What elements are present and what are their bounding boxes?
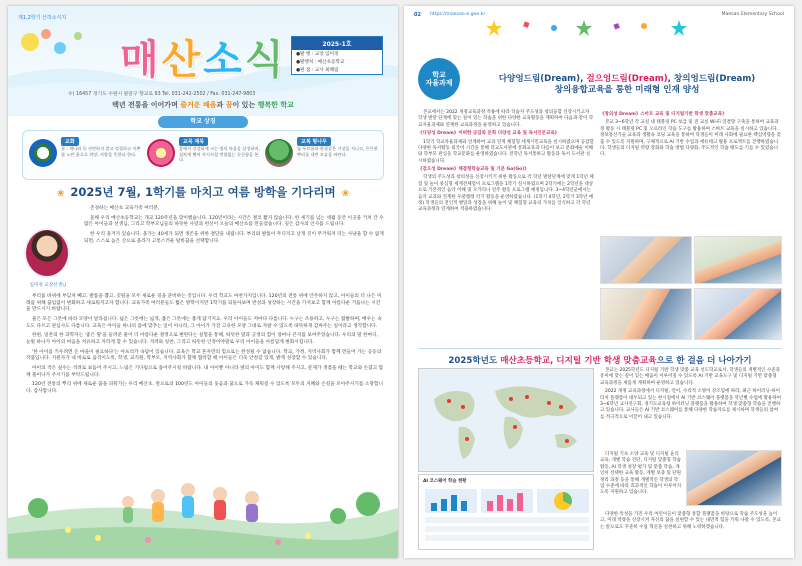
paragraph: 본교는 2025학년도 디지털 기반 학생 맞춤 교육 선도학교로서, 학생들의 개별적인 수준과 흥미에 맞는 깊이 있는 배움이 이루어질 수 있도록 AI 기반 교육도구 및 디지털 기반 맞춤형 교육과정을 새롭게 계획하여 운영하고 있습니다. bbox=[600, 368, 780, 386]
school-badge-icon bbox=[29, 139, 57, 167]
principal-caption: 임미경 교장선생님 bbox=[29, 283, 67, 288]
tree-icon bbox=[265, 139, 293, 167]
paragraph: 디지털 기초 소양 교육 및 디지털 윤리 교육, 개별 학습 진단, 디지털 맞춤형 학습 활동, AI 학생 성장 평가 및 맞춤 학습, 개인이 선택한 교육 활동, 개별 보충 및 단원 정리 과정 등을 통해 개별적인 학생의 학업 수준에 따라 효과적인 학습이 이루어지도록 지원하고 있습니다. bbox=[600, 452, 682, 496]
slogan-part-b: 즐거운 배움 bbox=[180, 101, 217, 109]
section2-text-top bbox=[600, 368, 782, 423]
left-column bbox=[418, 110, 594, 216]
emblem-school-tree bbox=[265, 137, 381, 177]
classroom-photo bbox=[694, 288, 782, 340]
paragraph: 120년 전통의 뿌리 위에 새로운 꿈을 피워가는 우리 매산초. 앞으로의 100년도 아이들의 웃음과 꿈으로 가득 채워질 수 있도록 모두의 지혜와 손길을 모아주시기를 소망합니다. 감사합니다. bbox=[26, 382, 384, 395]
title-char-3: 소 bbox=[203, 37, 245, 83]
slogan-part-f: 행복한 학교 bbox=[257, 101, 294, 109]
classroom-photo bbox=[600, 288, 692, 340]
editor-row: ●편 집 : 교사 최혜림 bbox=[296, 68, 339, 73]
school-website-url: https://maesan-e.goe.kr bbox=[430, 12, 486, 17]
issuer-row: ●발행처 : 매산초등학교 bbox=[296, 60, 345, 65]
section2-title bbox=[414, 354, 786, 366]
paragraph: 2022 개정 교육과정에서 디지털, 언어, 수리적 소양이 강조됨에 따라, 최근 하이러닝·하이티처 플랫폼이 대두되고 있는 현시점에서 AI 기반 코스웨어 플랫폼을 학년별 수업에 활용하여 3~6학년 교사연구회, 경기도교육청 하이러닝 플랫폼을 활용하여 학생 맞춤형 학습을 진행하고 있습니다. 교사들은 AI 기반 코스웨어를 통해 다양한 학습자료를 제시하며 학생들의 참여를 적극적으로 이끌어 내고 있습니다. bbox=[600, 389, 781, 420]
letter-intro bbox=[84, 206, 384, 248]
section2-title-c: 으로 한 걸음 더 나아가기 bbox=[656, 356, 752, 366]
title-part-c: , 창의엉드림(Dream) bbox=[667, 74, 756, 84]
section-divider bbox=[418, 348, 782, 349]
issue-info-box bbox=[291, 36, 383, 75]
section2-text-mid bbox=[600, 452, 682, 499]
badge-line-1: 학교 bbox=[432, 70, 446, 79]
confetti-decoration bbox=[484, 18, 714, 38]
world-map-icon bbox=[419, 369, 594, 472]
emblem-label: 교목 재목 bbox=[179, 137, 208, 146]
section2-text-bottom bbox=[600, 512, 782, 533]
flower-icon bbox=[147, 139, 175, 167]
principal-photo bbox=[24, 228, 70, 278]
classroom-photo bbox=[600, 236, 692, 284]
emblem-school-flower bbox=[147, 137, 263, 177]
slogan-part-e: 이 있는 bbox=[232, 101, 258, 109]
dashboard-graphic bbox=[419, 475, 594, 550]
children-illustration bbox=[8, 438, 398, 558]
paragraph: 한편, 일본의 한 과학자는 '좋은 말'을 들려준 물이 더 아름다운 결정으로 변한다는 실험을 통해, 따뜻한 말과 긍정의 힘이 얼마나 큰지를 보여주었습니다. 우리의 말 한마디, 눈빛 하나가 아이의 마음을 치유하고 자라게 할 수 있습니다. 격려와 칭찬, 그리고 따뜻한 인정이야말로 우리 아이들을 아름답게 변화시킵니다. bbox=[26, 333, 379, 346]
emblem-description: 몸에서 건강하게 크는 정의 마음을 상징하며, 힘차게 뻗어 사시사철 변함없는 꿋꿋함을 본다. bbox=[179, 146, 260, 163]
emblem-school-badge bbox=[29, 137, 145, 177]
title-char-2: 산 bbox=[161, 37, 204, 83]
title-char-1: 매 bbox=[120, 37, 162, 83]
paragraph: 한 우리 올겨가 있습니다. 올가는 40세가 되면 생존을 위한 결단을 내립니다. 부리와 발톱이 무디지고 날개 깃이 무거워져 더는 사냥을 할 수 없게 되면, 스스로 높은 산으로 올라가 고통스러운 탈바꿈을 선택합니다. bbox=[84, 232, 384, 244]
subheading: 《걸으성 Dream》해결형학습교육 및 기본 Go(Go)》 bbox=[418, 167, 529, 172]
paragraph: 부리를 바위에 부딪쳐 빼고, 발톱을 뽑고, 깃털을 모두 새로운 길을 준비하는 것입니다. 우리 학교도 마찬가지입니다. 120년의 전통 위에 안주하지 않고, 아이들의 더 나은 미래를 위해 끊임없이 변화하고 새로워지고자 합니다. 교육가족 여러분들도 짧은 방학이지만 1학기를 되돌아보며 반성과 성장하는 시간을 가져보고 함께 아름다운 거듭나는 시간을 만드시기 바랍니다. bbox=[26, 294, 382, 313]
subheading: 《다양성 Dream》어떠한 공감와 문화 다양성 교육 및 독서인문교육》 bbox=[418, 131, 560, 137]
emblem-description: 꽃 : 개나리 등 산만하지 않고 정결하고 이쁜 꽃 노란 꽃으로 희망, 사랑을 뜻한다 한다. bbox=[61, 146, 141, 157]
emblem-description: 늘 푸르름과 한결같은 기상을 지니고, 튼튼한 뿌리를 내린 모습을 바란다. bbox=[297, 146, 378, 157]
publisher-row: ●발 행 : 교장 임미경 bbox=[296, 52, 339, 57]
classroom-photo bbox=[694, 236, 782, 284]
right-column bbox=[600, 110, 782, 161]
newsletter-title bbox=[120, 28, 287, 85]
subheading: 《창의성 Dream》스마트 교육 및 디지털기반 학생 맞춤교육》 bbox=[600, 112, 727, 117]
title-part-a: 다양엉드림(Dream), bbox=[498, 74, 587, 84]
masthead bbox=[8, 6, 398, 116]
paragraph: 본교 3~6학년 각 교실 내 태블릿 PC 보급 및 전 교실 Wi-Fi 연결망 구축을 통하여 교육과정 활동 시 태블릿 PC 및 오프라인 학습 도구를 활용하며 스마트 교육을 실시하고 있습니다. 정보통신기술 교육과 생활속 코딩 교육을 통하여 학생들이 미래 사회에 필요한 핵심역량을 갖출 수 있도록 지원하며, 구체적으로 AI 기반 수업과 에듀테크 활용 프로젝트를 진행하였습니다. 학생들의 디지털 역량 강화와 학습 방법 다양화, 주도적인 학습 태도를 기를 수 있었습니다. bbox=[600, 120, 781, 158]
letter-body bbox=[26, 294, 384, 399]
newsletter-page-2 bbox=[404, 6, 794, 558]
school-name-english: Maesan Elementary School bbox=[721, 12, 784, 17]
slogan-part-d: 꿈 bbox=[225, 101, 233, 109]
section-title bbox=[468, 74, 786, 95]
dashboard-title: AI 코스웨어 학습 현황 bbox=[423, 479, 467, 484]
paragraph: 다양한 특성을 가진 우리 어린이들이 맞춤형 통합 플랫폼을 바탕으로 학습 주도성을 높이고, 미래 역량을 신장시켜 자신의 꿈을 실현할 수 있는 내면적 힘을 키워 나갈 수 있도록, 본교는 앞으로도 꾸준히 수업 혁신을 실천하고 위해 노력하겠습니다. bbox=[600, 512, 781, 530]
paragraph: 물은 모든 그릇에 따라 모양이 달라집니다. 넓은 그릇에는 넓게, 좁은 그릇에는 좁게 담기지요. 우리 아이들도 저마다 다릅니다. 누구는 조용하고, 누구는 활발하며, 배우는 속도도 다르고 관심사도 다릅니다. 교육은 아이들 하나의 틀에 맞추는 일이 아니라, 그 아이가 가진 고유한 모양 그대로 자랄 수 있도록 따뜻하게 감싸주는 일이라고 생각합니다. bbox=[26, 317, 382, 329]
title-line-2: 창의융합교육을 통한 미래형 인재 양성 bbox=[554, 84, 700, 95]
article-headline: ❀ 2025년 7월, 1학기를 마치고 여름 방학을 기다리며 ❀ bbox=[8, 184, 398, 200]
paragraph: 아이의 작은 실수는 격려로 보듬어 주시고, 느림은 기다림으로 품어주시길 바랍니다. 내 아이뿐 아니라 옆의 아이도 함께 사랑해 주시고, 문제가 생겼을 때는 학교와 손잡고 함께 풀어나가 주시기를 부탁드립니다. bbox=[26, 366, 384, 378]
emblem-section-title: 학교 상징 bbox=[158, 116, 248, 128]
title-part-b: 걸으엉드림(Dream) bbox=[586, 74, 668, 84]
issue-number: 2025-1호 bbox=[292, 37, 382, 50]
paragraph: 본교에서는 2022 개정교육과정 적용에 따라 학습자 주도성과 창의융합 신장시키고자 학생 발달 단계에 맞는 깊이 있는 학습을 위한 다양한 교육활동을 계획하여 다음과 같이 학교자율과제와 연계한 교육과정을 운영하고 있습니다. bbox=[418, 110, 594, 128]
paragraph: 존경하는 매산초 교육가족 여러분, bbox=[90, 206, 160, 211]
badge-line-2: 자율과제 bbox=[425, 79, 453, 87]
paragraph: 올해 우리 매산초등학교는 개교 120주년을 맞이했습니다. 120년이라는 시간은 결코 짧지 않습니다. 한 세기를 넘는 세월 동안 이곳을 거쳐 간 수많은 아이들과 선생님, 그리고 학부모님들의 따뜻한 사랑과 헌신이 오늘의 매산초를 만들었습니다. 깊은 감사의 인사를 드립니다. bbox=[84, 215, 384, 228]
emblem-label: 교화 bbox=[61, 137, 79, 146]
newsletter-page-1 bbox=[8, 6, 398, 558]
page-number: 02 bbox=[414, 12, 421, 18]
slogan-part-a: 백년 전통을 이어가며 bbox=[112, 101, 181, 109]
world-map-screenshot bbox=[418, 368, 594, 472]
learning-dashboard-screenshot bbox=[418, 474, 594, 550]
school-slogan bbox=[8, 100, 398, 110]
emblem-label: 교복 형나무 bbox=[297, 137, 331, 146]
paragraph: '한 아이를 키우려면 온 마을이 필요하다'는 아프리카 속담이 있습니다. 교육은 학교 혼자만의 힘으로는 완성될 수 없습니다. 학교, 가정, 지역사회가 함께 만들어 가는 공동의 작품입니다. 지원자가 내 바로로 움직이도록, 학생, 교직원, 학부모, 지역사회가 함께 협력할 때 아이들은 더욱 안정감 있게, 밝게 성장할 수 있습니다. bbox=[26, 349, 382, 362]
issue-tag: 제1,2학기 산하소식지 bbox=[18, 15, 67, 21]
section2-title-a: 2025학년도 bbox=[448, 356, 501, 366]
section-badge bbox=[418, 58, 460, 100]
school-emblems bbox=[22, 130, 384, 180]
title-char-4: 식 bbox=[244, 37, 287, 83]
classroom-photo bbox=[686, 450, 782, 506]
paragraph: 학생의 주도성과 창의성을 신장시키기 위한 활동으로 각 학년 발달단계에 맞게 1학년 체험 및 놀이 중심형 세계전체험이 프로그램을 1학기 실시하였으며 2학기에는 2학년을 대상으로 기본적인 음악 이해 및 오카리나 연주 활동 프로그램 예정입니다. 3~4학년군에서는 음악 교과와 연계한 우쿨렐레 악기 활동을 운영하였습니다. (1학기 4학년, 2학기 3학년 예정) 학생들의 전인적 발달과 성장을 위해 놀이 및 체험형 교육의 가치를 인식하고 각 학년 교육과정과 연계하여 적용하였습니다. bbox=[418, 175, 594, 213]
section2-title-b: 매산초등학교, 디지털 기반 학생 맞춤교육 bbox=[500, 356, 657, 366]
paragraph: 1학기 학교자율과제와 연계하여 교과 연계 체험형 세계시민교육을 실시하였으며 공감할 다양한 독서활동 외국어 시간을 통해 학교도서관에 문화교육과 다름이 보고 문화예술 이해와 학부모 관심을 학교문화를 운영하였습니다. 전학년 독서통하고 활동과 독서 도서관 실시하였습니다. bbox=[418, 139, 594, 164]
school-address: 우) 16457 경기도 수원시 팔달구 향교로 93 Tel. 031-242-2502 / Fax. 031-247-9803 bbox=[68, 92, 256, 97]
slogan-part-c: 과 bbox=[216, 101, 226, 109]
